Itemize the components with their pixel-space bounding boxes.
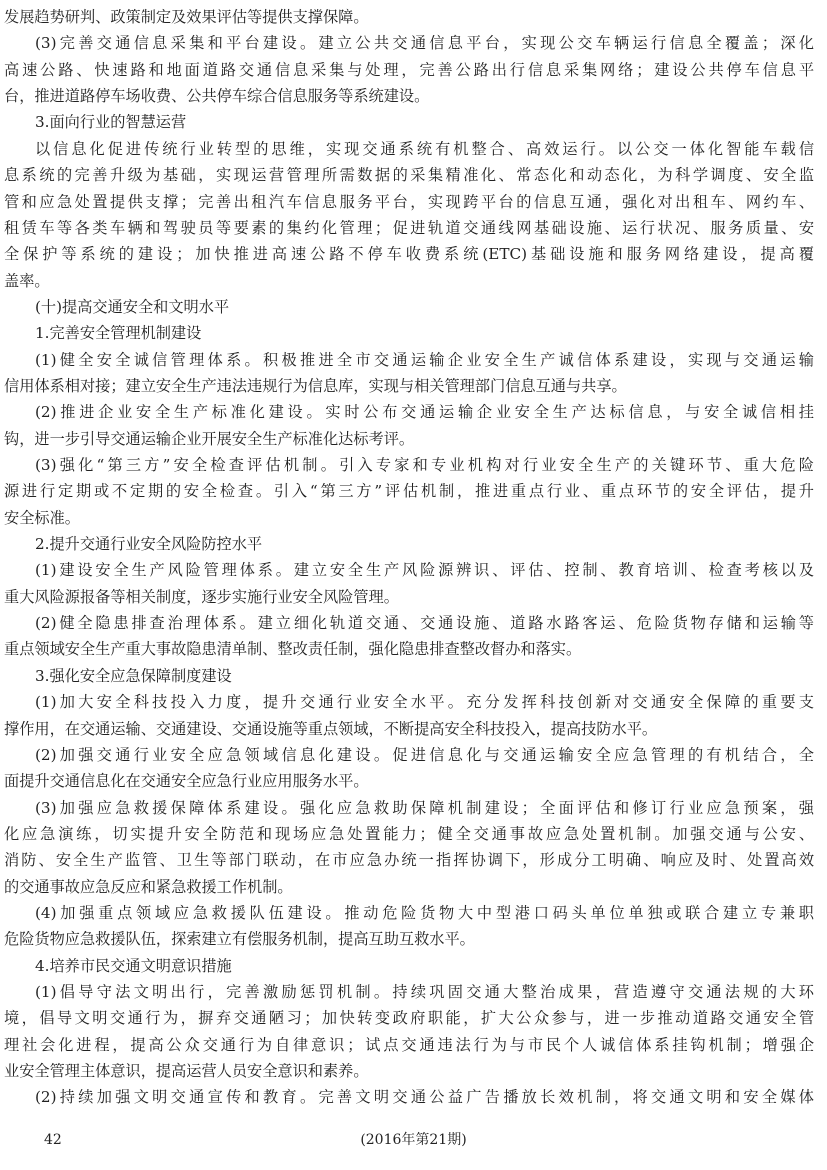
text-line: (2)持续加强文明交通宣传和教育。完善文明交通公益广告播放长效机制，将交通文明和安全媒体 bbox=[35, 1088, 814, 1107]
text-line: 3.面向行业的智慧运营 bbox=[35, 113, 187, 132]
text-line: 2.提升交通行业安全风险防控水平 bbox=[35, 535, 263, 553]
text-line: 盖率。 bbox=[4, 271, 50, 290]
text-line: 重大风险源报备等相关制度，逐步实施行业安全风险管理。 bbox=[4, 587, 399, 606]
text-line: 的交通事故应急反应和紧急救援工作机制。 bbox=[4, 877, 293, 896]
text-line: (2)健全隐患排查治理体系。建立细化轨道交通、交通设施、道路水路客运、危险货物存储和运输等 bbox=[35, 614, 814, 633]
text-line: 重点领域安全生产重大事故隐患清单制、整改责任制，强化隐患排查整改督办和落实。 bbox=[4, 640, 582, 659]
text-line: (1)健全安全诚信管理体系。积极推进全市交通运输企业安全生产诚信体系建设，实现与交通运输 bbox=[35, 350, 814, 369]
text-line: 高速公路、快速路和地面道路交通信息采集与处理，完善公路出行信息采集网络；建设公共停车信息平 bbox=[4, 60, 814, 79]
text-line: 租赁车等各类车辆和驾驶员等要素的集约化管理；促进轨道交通线网基础设施、运行状况、服务质量、安 bbox=[4, 218, 814, 237]
text-line: (1)倡导守法文明出行，完善激励惩罚机制。持续巩固交通大整治成果，营造遵守交通法规的大环 bbox=[35, 983, 814, 1001]
text-line: 钩，进一步引导交通运输企业开展安全生产标准化达标考评。 bbox=[4, 429, 415, 448]
text-line: 信用体系相对接；建立安全生产违法违规行为信息库，实现与相关管理部门信息互通与共享。 bbox=[4, 376, 627, 395]
text-line: (3)完善交通信息采集和平台建设。建立公共交通信息平台，实现公交车辆运行信息全覆盖；深化 bbox=[35, 34, 814, 53]
text-line: 安全标准。 bbox=[4, 508, 80, 527]
text-line: 发展趋势研判、政策制定及效果评估等提供支撑保障。 bbox=[4, 8, 369, 26]
text-line: (十)提高交通安全和文明水平 bbox=[35, 297, 230, 316]
text-line: 以信息化促进传统行业转型的思维，实现交通系统有机整合、高效运行。以公交一体化智能车载信 bbox=[35, 139, 814, 158]
text-line: 息系统的完善升级为基础，实现运营管理所需数据的采集精准化、常态化和动态化，为科学调度、安全监 bbox=[4, 166, 814, 185]
text-line: 台，推进道路停车场收费、公共停车综合信息服务等系统建设。 bbox=[4, 87, 430, 106]
text-line: 化应急演练，切实提升安全防范和现场应急处置能力；健全交通事故应急处置机制。加强交通与公安、 bbox=[4, 824, 814, 843]
page-number: 42 bbox=[44, 1132, 62, 1148]
text-line: 1.完善安全管理机制建设 bbox=[35, 324, 202, 343]
text-line: 理社会化进程，提高公众交通行为自律意识；试点交通违法行为与市民个人诚信体系挂钩机制；增强企 bbox=[4, 1035, 814, 1054]
text-line: 3.强化安全应急保障制度建设 bbox=[35, 666, 232, 685]
text-line: 撑作用，在交通运输、交通建设、交通设施等重点领域，不断提高安全科技投入，提高技防水平。 bbox=[4, 719, 658, 738]
text-line: (2)加强交通行业安全应急领域信息化建设。促进信息化与交通运输安全应急管理的有机结合，全 bbox=[35, 745, 814, 764]
text-line: (4)加强重点领域应急救援队伍建设。推动危险货物大中型港口码头单位单独或联合建立专兼职 bbox=[35, 903, 814, 922]
text-line: 消防、安全生产监管、卫生等部门联动，在市应急办统一指挥协调下，形成分工明确、响应及时、处置高效 bbox=[4, 851, 814, 870]
text-line: 境，倡导文明交通行为，摒弃交通陋习；加快转变政府职能，扩大公众参与，进一步推动道路交通安全管 bbox=[4, 1009, 814, 1028]
text-line: (1)加大安全科技投入力度，提升交通行业安全水平。充分发挥科技创新对交通安全保障的重要支 bbox=[35, 693, 814, 712]
text-line: 危险货物应急救援队伍，探索建立有偿服务机制，提高互助互救水平。 bbox=[4, 930, 475, 949]
text-line: 面提升交通信息化在交通安全应急行业应用服务水平。 bbox=[4, 772, 369, 791]
text-line: 4.培养市民交通文明意识措施 bbox=[35, 956, 232, 975]
text-line: 管和应急处置提供支撑；完善出租汽车信息服务平台，实现跨平台的信息互通，强化对出租车、网约车、 bbox=[4, 192, 814, 211]
text-line: (3)强化“第三方”安全检查评估机制。引入专家和专业机构对行业安全生产的关键环节、重大危险 bbox=[35, 456, 814, 474]
text-line: (2)推进企业安全生产标准化建设。实时公布交通运输企业安全生产达标信息，与安全诚信相挂 bbox=[35, 403, 814, 422]
issue-label: (2016年第21期) bbox=[360, 1132, 467, 1148]
text-line: (1)建设安全生产风险管理体系。建立安全生产风险源辨识、评估、控制、教育培训、检查考核以及 bbox=[35, 561, 814, 580]
text-line: (3)加强应急救援保障体系建设。强化应急救助保障机制建设；全面评估和修订行业应急预案，强 bbox=[35, 798, 814, 817]
text-line: 业安全管理主体意识，提高运营人员安全意识和素养。 bbox=[4, 1062, 369, 1080]
text-line: 源进行定期或不定期的安全检查。引入“第三方”评估机制，推进重点行业、重点环节的安全评估，提升 bbox=[4, 482, 814, 501]
text-line: 全保护等系统的建设；加快推进高速公路不停车收费系统(ETC)基础设施和服务网络建设，提高覆 bbox=[4, 245, 814, 264]
